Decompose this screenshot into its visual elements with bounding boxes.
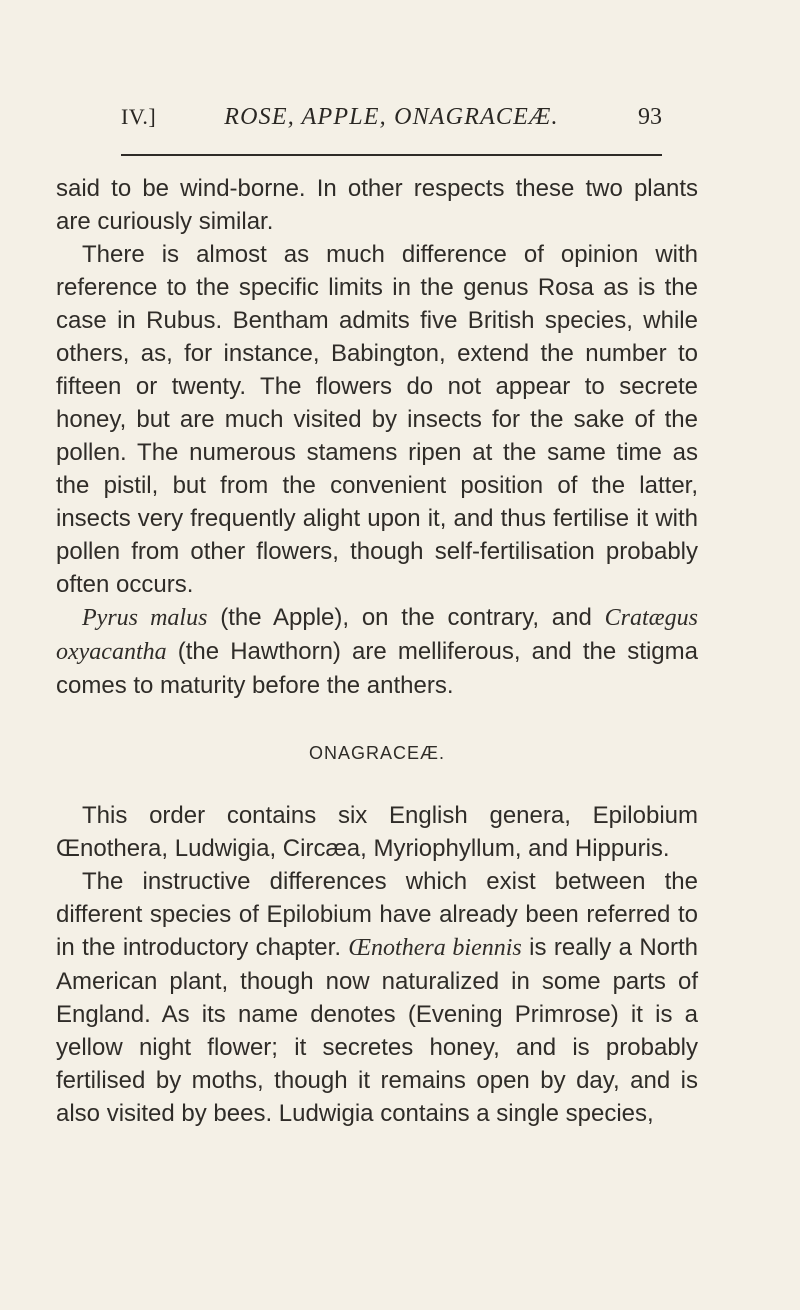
header-divider bbox=[121, 154, 662, 156]
pyrus-name: Pyrus malus bbox=[82, 605, 208, 631]
continued-paragraph: said to be wind-borne. In other respects these two plants are curiously similar. bbox=[56, 175, 698, 235]
chapter-mark: IV.] bbox=[121, 104, 157, 129]
page-header bbox=[121, 104, 662, 134]
pyrus-text-part-2: (the Hawthorn) are melliferous, and the stigma comes to maturity before the anthers. bbox=[56, 638, 698, 699]
pyrus-paragraph bbox=[56, 601, 698, 702]
page-body bbox=[56, 172, 698, 1130]
epilobium-text-part-1: The instructive differences which exist between the different species of Epilobium have already been referred to in the introductory chapter. bbox=[56, 868, 698, 961]
rosa-paragraph: There is almost as much difference of opinion with reference to the specific limits in the genus Rosa as is the case in Rubus. Bentham admits five British species, while others, as, for instance, Babington, extend the number to fifteen or twenty. The flowers do not appear to secrete honey, but are much visited by insects for the sake of the pollen. The numerous stamens ripen at the same time as the pistil, but from the convenient position of the latter, insects very frequently alight upon it, and thus fertilise it with pollen from other flowers, though self-fertilisation probably often occurs. bbox=[56, 241, 698, 598]
crataegus-name: Cratægus oxyacantha bbox=[56, 605, 698, 665]
epilobium-paragraph bbox=[56, 865, 698, 1130]
page-number: 93 bbox=[638, 104, 662, 130]
pyrus-text-part-1: (the Apple), on the contrary, and bbox=[207, 604, 605, 631]
section-heading: ONAGRACEÆ. bbox=[308, 743, 446, 763]
onagraceae-intro-paragraph: This order contains six English genera, Epilobium Œnothera, Ludwigia, Circæa, Myriophyllum, and Hippuris. bbox=[56, 802, 698, 862]
epilobium-text-part-2: is really a North American plant, though now naturalized in some parts of England. As its name denotes (Evening Primrose) it is a yellow night flower; it secretes honey, and is probably fertilised by moths, though it remains open by day, and is also visited by bees. Ludwigia contains a single species, bbox=[56, 934, 698, 1127]
oenothera-name: Œnothera biennis bbox=[348, 935, 522, 961]
running-title: ROSE, APPLE, ONAGRACEÆ. bbox=[224, 104, 559, 130]
